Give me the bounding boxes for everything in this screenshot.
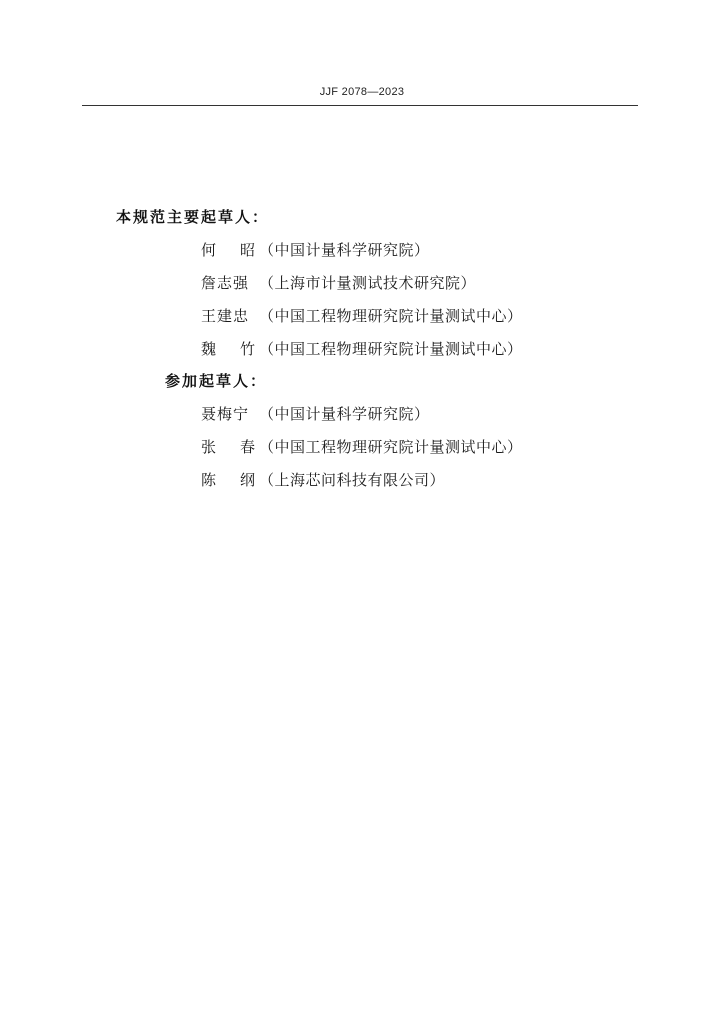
drafter-name (201, 469, 259, 490)
main-drafter-row (201, 272, 476, 293)
drafter-name: 聂梅宁 (201, 405, 250, 423)
name-first-char: 何 (201, 241, 217, 259)
header-divider (82, 105, 638, 106)
name-last-char: 春 (240, 438, 256, 456)
drafter-name (201, 338, 259, 359)
drafter-affiliation: （中国计量科学研究院） (259, 241, 430, 259)
participating-drafters-title: 参加起草人： (165, 372, 268, 390)
drafter-affiliation: （中国工程物理研究院计量测试中心） (259, 438, 523, 456)
drafter-affiliation: （中国工程物理研究院计量测试中心） (259, 307, 523, 325)
main-drafter-row (201, 305, 523, 326)
drafter-affiliation: （中国计量科学研究院） (259, 405, 430, 423)
main-drafter-row (201, 239, 430, 260)
name-last-char: 昭 (240, 241, 256, 259)
drafter-name (201, 436, 259, 457)
name-first-char: 陈 (201, 471, 217, 489)
name-first-char: 张 (201, 438, 217, 456)
drafter-name: 王建忠 (201, 307, 250, 325)
main-drafters-title: 本规范主要起草人： (116, 208, 270, 226)
participating-drafter-row (201, 469, 445, 490)
name-first-char: 魏 (201, 340, 217, 358)
drafter-affiliation: （中国工程物理研究院计量测试中心） (259, 340, 523, 358)
participating-drafter-row (201, 436, 523, 457)
drafter-name: 詹志强 (201, 274, 250, 292)
drafter-affiliation: （上海芯问科技有限公司） (259, 471, 446, 489)
name-last-char: 纲 (240, 471, 256, 489)
drafter-affiliation: （上海市计量测试技术研究院） (259, 274, 477, 292)
main-drafter-row (201, 338, 523, 359)
participating-drafter-row (201, 403, 430, 424)
drafter-name (201, 239, 259, 260)
document-number-header: JJF 2078—2023 (319, 86, 405, 98)
name-last-char: 竹 (240, 340, 256, 358)
